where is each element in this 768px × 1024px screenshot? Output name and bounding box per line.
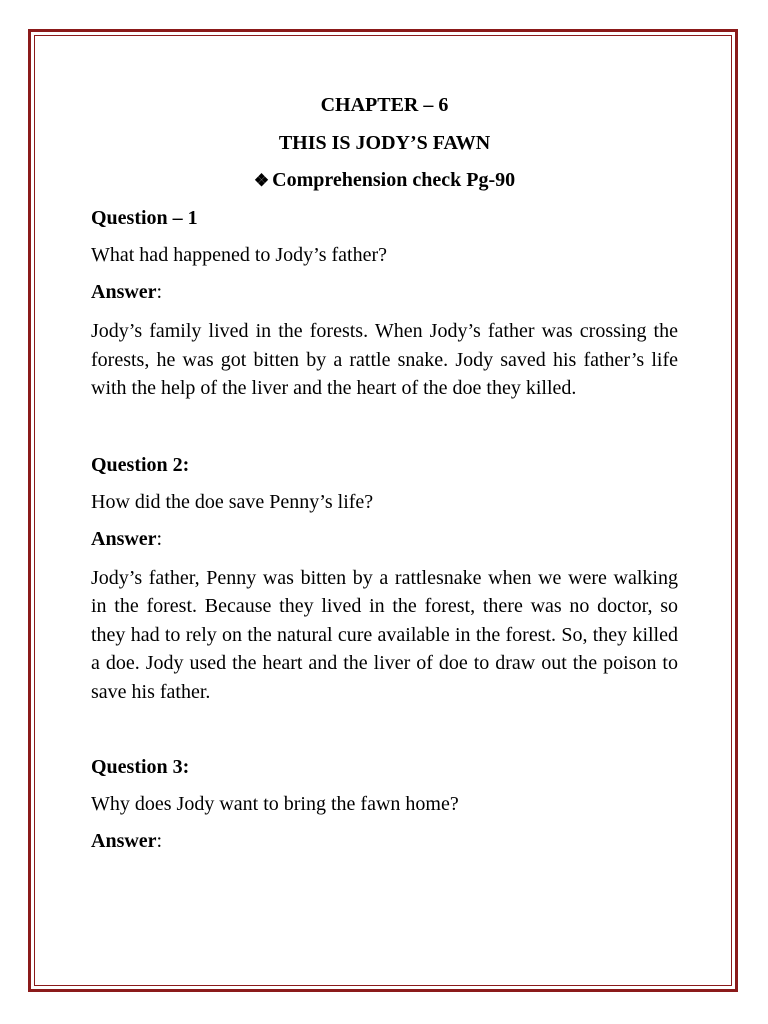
document-content xyxy=(91,92,678,866)
spacer xyxy=(91,403,678,452)
spacer xyxy=(91,706,678,754)
answer-2-text: Jody’s father, Penny was bitten by a rattlesnake when we were walking in the forest. Because they lived in the forest, there was no doctor, so they had to rely on the natural cure available in the forest. So, they killed a doe. Jody used the heart and the liver of doe to draw out the poison to save his father. xyxy=(91,566,678,703)
answer-2-label xyxy=(91,526,678,552)
answer-1-label xyxy=(91,279,678,305)
question-1-heading: Question – 1 xyxy=(91,207,198,229)
chapter-heading: CHAPTER – 6 xyxy=(320,94,449,116)
question-2-text: How did the doe save Penny’s life? xyxy=(91,490,374,513)
question-1-text: What had happened to Jody’s father? xyxy=(91,244,388,266)
answer-2-colon: : xyxy=(156,527,163,550)
answer-3-colon: : xyxy=(156,830,163,852)
diamond-bullet-icon: ❖ xyxy=(253,171,270,190)
question-2-heading: Question 2: xyxy=(91,453,190,476)
subtitle-text: Comprehension check Pg-90 xyxy=(272,169,516,191)
question-3-heading: Question 3: xyxy=(91,756,190,778)
answer-3-label-text: Answer xyxy=(91,830,157,852)
answer-2-label-text: Answer xyxy=(91,527,157,550)
chapter-title: THIS IS JODY’S FAWN xyxy=(278,132,491,154)
question-3-text: Why does Jody want to bring the fawn home? xyxy=(91,793,459,815)
answer-1-label-text: Answer xyxy=(91,281,157,303)
answer-1-text: Jody’s family lived in the forests. When Jody’s father was crossing the forests, he was got bitten by a rattle snake. Jody saved his father’s life with the help of the liver and the heart of the doe they killed. xyxy=(91,320,678,399)
answer-1-colon: : xyxy=(156,281,163,303)
answer-3-label xyxy=(91,828,678,854)
section-subtitle xyxy=(91,167,678,194)
